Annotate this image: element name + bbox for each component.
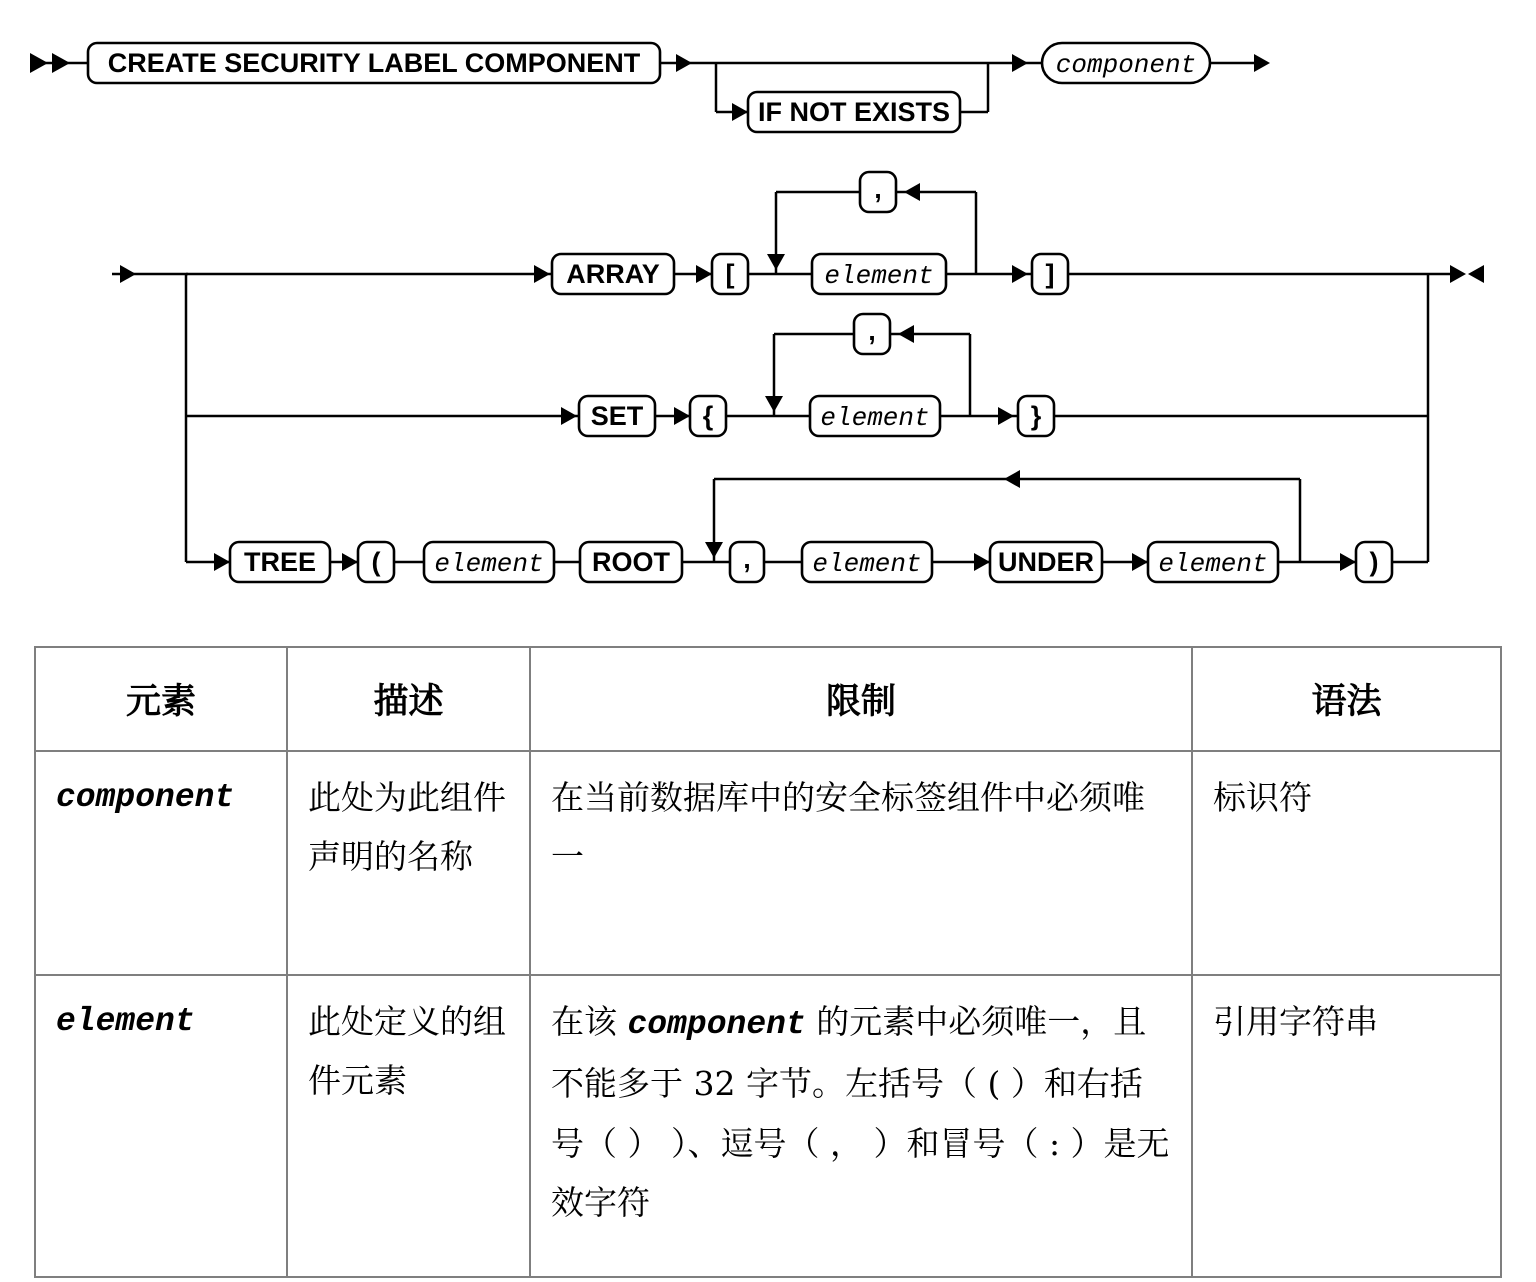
variable-label: element [824, 261, 934, 291]
tree-element1-box [424, 542, 554, 582]
restriction-text-suffix: 的元素中必须唯一，且不能多于 32 字节。左括号（ ( ）和右括号（ ） ）、逗号（ ， ）和冒号（ : ）是无效字符 [551, 1002, 1170, 1223]
loop-left-arrow-icon [898, 325, 914, 343]
arrow-right-icon [676, 54, 692, 72]
arrow-right-icon [561, 407, 577, 425]
keyword-label: TREE [243, 547, 317, 577]
close-paren-box [1356, 542, 1392, 582]
punctuation-label: , [743, 544, 751, 574]
arrow-right-icon [120, 265, 136, 283]
branch-frame [112, 265, 1484, 562]
cell-element-name: element [35, 975, 287, 1277]
connector-lines [186, 334, 1428, 416]
array-comma-box [860, 172, 896, 212]
if-not-exists-box [748, 92, 960, 132]
keyword-label: IF NOT EXISTS [757, 97, 951, 127]
arrow-right-icon [214, 553, 230, 571]
header-element: 元素 [35, 647, 287, 751]
railroad-syntax-diagram [0, 6, 1536, 618]
arrow-right-icon [534, 265, 550, 283]
loop-left-arrow-icon [1004, 470, 1020, 488]
syntax-row-main [30, 43, 1270, 132]
punctuation-label: , [868, 316, 876, 346]
set-keyword-box [579, 396, 655, 436]
tree-branch [186, 470, 1428, 582]
arrow-right-icon [342, 553, 358, 571]
component-variable-box [1042, 43, 1210, 83]
table-row [35, 751, 1501, 975]
root-keyword-box [580, 542, 682, 582]
punctuation-label: , [874, 174, 882, 204]
open-paren-box [358, 542, 394, 582]
open-brace-box [690, 396, 726, 436]
arrow-right-icon [1340, 553, 1356, 571]
keyword-label: SET [590, 401, 644, 431]
loop-left-arrow-icon [904, 183, 920, 201]
tree-element3-box [1148, 542, 1278, 582]
table-row [35, 975, 1501, 1277]
punctuation-label: } [1030, 401, 1042, 431]
variable-label: element [1158, 549, 1268, 579]
restriction-inline-variable: component [627, 1006, 806, 1043]
close-brace-box [1018, 396, 1054, 436]
close-bracket-box [1032, 254, 1068, 294]
row-continue-arrow-icon [1254, 54, 1270, 72]
loop-down-arrow-icon [767, 254, 785, 270]
table-header-row [35, 647, 1501, 751]
variable-label: element [820, 403, 930, 433]
variable-label: element [812, 549, 922, 579]
arrow-right-icon [1012, 54, 1028, 72]
array-element-box [812, 254, 946, 294]
punctuation-label: { [702, 401, 714, 431]
tree-comma-box [730, 542, 764, 582]
arrow-right-icon [974, 553, 990, 571]
array-branch [186, 172, 1068, 294]
tree-keyword-box [230, 542, 330, 582]
header-syntax: 语法 [1192, 647, 1501, 751]
loop-down-arrow-icon [765, 396, 783, 412]
keyword-label: ARRAY [566, 259, 660, 289]
header-description: 描述 [287, 647, 530, 751]
header-restriction: 限制 [530, 647, 1192, 751]
cell-description: 此处定义的组件元素 [287, 975, 530, 1277]
arrow-right-icon [1012, 265, 1028, 283]
cell-restriction [530, 975, 1192, 1277]
array-keyword-box [552, 254, 674, 294]
legend-table [34, 646, 1502, 1278]
set-branch [186, 314, 1428, 436]
open-bracket-box [712, 254, 748, 294]
restriction-text-prefix: 在该 [551, 1002, 628, 1041]
under-keyword-box [990, 542, 1102, 582]
loop-down-arrow-icon [705, 542, 723, 558]
tree-element2-box [802, 542, 932, 582]
punctuation-label: [ [725, 259, 735, 289]
create-security-label-component-box [88, 43, 660, 83]
cell-description: 此处为此组件声明的名称 [287, 751, 530, 975]
cell-syntax: 引用字符串 [1192, 975, 1501, 1277]
set-element-box [810, 396, 940, 436]
variable-label: element [434, 549, 544, 579]
arrow-right-icon [674, 407, 690, 425]
cell-element-name: component [35, 751, 287, 975]
arrow-right-icon [1132, 553, 1148, 571]
arrow-right-icon [732, 103, 748, 121]
keyword-label: UNDER [997, 547, 1095, 577]
arrow-right-icon [696, 265, 712, 283]
cell-restriction: 在当前数据库中的安全标签组件中必须唯一 [530, 751, 1192, 975]
set-comma-box [854, 314, 890, 354]
variable-label: component [1055, 50, 1197, 80]
punctuation-label: ] [1045, 259, 1055, 289]
keyword-label: ROOT [592, 547, 670, 577]
keyword-label: CREATE SECURITY LABEL COMPONENT [107, 48, 641, 78]
punctuation-label: ( [371, 547, 381, 577]
cell-syntax: 标识符 [1192, 751, 1501, 975]
end-symbol-icon [1450, 265, 1484, 283]
punctuation-label: ) [1369, 547, 1379, 577]
arrow-right-icon [998, 407, 1014, 425]
